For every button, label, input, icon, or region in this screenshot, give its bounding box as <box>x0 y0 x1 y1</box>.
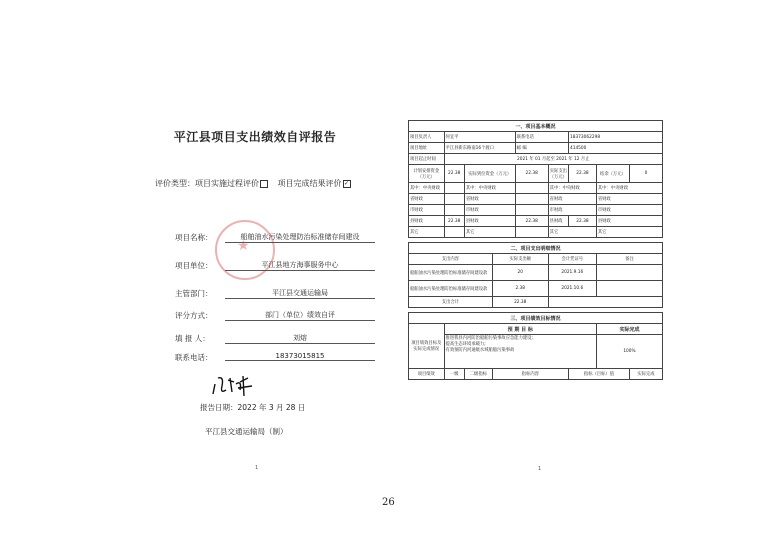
table-page <box>400 108 670 478</box>
other-label-1: 其它 <box>409 227 445 238</box>
indicator-value: 指标（目标）值 <box>568 369 629 380</box>
county-label-4: 县财政 <box>596 216 662 227</box>
county-label-3: 县财政 <box>548 216 568 227</box>
handwritten-signature <box>210 372 260 400</box>
indicator-level1: 一级 <box>444 369 464 380</box>
unit-row <box>175 260 339 271</box>
expense-row-1-date: 2021.9.16 <box>548 265 596 281</box>
phone-value: 18373015815 <box>225 352 375 361</box>
central-label-4: 其中：中央财政 <box>596 183 662 194</box>
goal-text <box>444 335 596 369</box>
unit-label: 项目单位： <box>175 261 213 270</box>
total-label: 支出合计 <box>409 297 493 308</box>
leader-label: 项目负责人 <box>409 132 445 143</box>
eval-type-row <box>155 178 352 189</box>
filler-label: 填 报 人： <box>175 334 210 343</box>
balance-value: 0 <box>629 165 662 183</box>
goal-line-1: 推进我县内河防治船舶污染事故应急能力建设; <box>445 336 533 341</box>
report-date: 报告日期：2022 年 3 月 28 日 <box>200 403 306 412</box>
col-date-header: 会计凭证号 <box>548 254 596 265</box>
spent-label: 实际支出（万元） <box>548 165 568 183</box>
period-label: 项目起止时间 <box>409 154 445 165</box>
eval-type-label: 评价类型： <box>155 179 195 188</box>
goal-line-3: 有效预防内河通航水域船舶污染事故 <box>445 348 515 353</box>
filler-row <box>175 333 307 344</box>
section1-title: 一、项目基本概况 <box>409 121 663 132</box>
col-amount-header: 实际支出额 <box>492 254 548 265</box>
project-name-row <box>175 232 360 243</box>
zip-label: 邮 编 <box>515 143 568 154</box>
footer-page-number: 26 <box>382 497 395 508</box>
city-label-3: 市财政 <box>548 205 596 216</box>
project-name-value: 船舶油水污染处理防治标准储存间建设 <box>225 232 375 243</box>
section3-title: 三、项目绩效目标情况 <box>409 313 663 324</box>
address-label: 项目地址 <box>409 143 445 154</box>
expense-row-2-date: 2021.10.6 <box>548 281 596 297</box>
city-label-1: 市财政 <box>409 205 445 216</box>
city-label-2: 市财政 <box>464 205 515 216</box>
county-value-3: 22.38 <box>568 216 596 227</box>
county-value-2: 22.38 <box>515 216 548 227</box>
actual-label: 实际到位资金（万元） <box>464 165 515 183</box>
indicator-content: 指标内容 <box>492 369 568 380</box>
spent-value: 22.38 <box>568 165 596 183</box>
seal-star-icon: ★ <box>237 238 250 254</box>
indicator-level2: 二级指标 <box>464 369 492 380</box>
cover-page-marker: 1 <box>255 465 259 471</box>
expense-row-1-amount: 20 <box>492 265 548 281</box>
other-label-3: 其它 <box>548 227 596 238</box>
eval-type-option-process: 项目实施过程评价 <box>195 179 259 188</box>
county-label-2: 县财政 <box>464 216 515 227</box>
unit-value: 平江县地方海事服务中心 <box>225 260 375 271</box>
budget-label: 计划安排资金（万元） <box>409 165 445 183</box>
indicator-label: 项目绩效 <box>409 369 445 380</box>
central-label-1: 其中：中央财政 <box>409 183 445 194</box>
cover-page <box>120 90 390 475</box>
official-seal <box>215 220 275 280</box>
goal-label: 项目绩效目标及实际完成情况 <box>409 324 445 369</box>
col-note-header: 备注 <box>596 254 662 265</box>
total-value: 22.38 <box>492 297 548 308</box>
province-label-4: 省财政 <box>596 194 662 205</box>
central-label-3: 其中：中央财政 <box>548 183 596 194</box>
eval-method-label: 评分方式： <box>175 311 213 320</box>
table-page-marker: 1 <box>538 466 542 472</box>
city-label-4: 市财政 <box>596 205 662 216</box>
goal-done-header: 实际完成 <box>596 324 662 335</box>
dept-label: 主管部门： <box>175 289 213 298</box>
eval-type-option-result: 项目完成结果评价 <box>277 179 342 188</box>
central-label-2: 其中：中央财政 <box>464 183 515 194</box>
actual-value: 22.38 <box>515 165 548 183</box>
result-checkbox: ✓ <box>344 179 350 187</box>
other-label-4: 其它 <box>596 227 662 238</box>
process-checkbox <box>260 180 268 188</box>
col-content-header: 支出内容 <box>409 254 493 265</box>
publisher: 平江县交通运输局（制） <box>205 427 288 436</box>
indicator-done: 实际完成 <box>629 369 662 380</box>
dept-value: 平江县交通运输局 <box>225 288 375 299</box>
expense-row-2-amount: 2.38 <box>492 281 548 297</box>
goal-done-value: 100% <box>596 335 662 369</box>
section2-title: 二、项目支出明细情况 <box>409 243 663 254</box>
zip-value: 414500 <box>568 143 662 154</box>
period-value: 2021 年 01 月起至 2021 年 12 月止 <box>444 154 662 165</box>
province-label-1: 省财政 <box>409 194 445 205</box>
county-value-1: 22.38 <box>444 216 464 227</box>
dept-row <box>175 288 328 299</box>
project-name-label: 项目名称： <box>175 233 213 242</box>
phone-row <box>175 352 325 363</box>
address-value: 平江县新东路南16个渡口 <box>444 143 515 154</box>
leader-value: 何宜平 <box>444 132 515 143</box>
project-overview-table <box>408 120 663 380</box>
expense-row-2-content: 船舶油水污染处理防治标准储存间建设款 <box>409 281 493 297</box>
filler-value: 刘熔 <box>225 333 375 344</box>
phone-label: 联系电话 <box>515 132 568 143</box>
report-title: 平江县项目支出绩效自评报告 <box>173 130 337 144</box>
province-label-2: 省财政 <box>464 194 515 205</box>
eval-method-row <box>175 310 335 321</box>
eval-method-value: 部门（单位）绩效自评 <box>225 310 375 321</box>
goal-header: 预 期 目 标 <box>444 324 596 335</box>
county-label-1: 县财政 <box>409 216 445 227</box>
other-label-2: 其它 <box>464 227 515 238</box>
province-label-3: 省财政 <box>548 194 596 205</box>
goal-line-2: 提高生态环境承载力; <box>445 342 486 347</box>
expense-row-1-content: 船舶油水污染处理防治标准储存间建设款 <box>409 265 493 281</box>
phone-label: 联系电话： <box>175 353 213 362</box>
budget-value: 22.38 <box>444 165 464 183</box>
phone-value: 18373062298 <box>568 132 662 143</box>
balance-label: 结余（万元） <box>596 165 629 183</box>
